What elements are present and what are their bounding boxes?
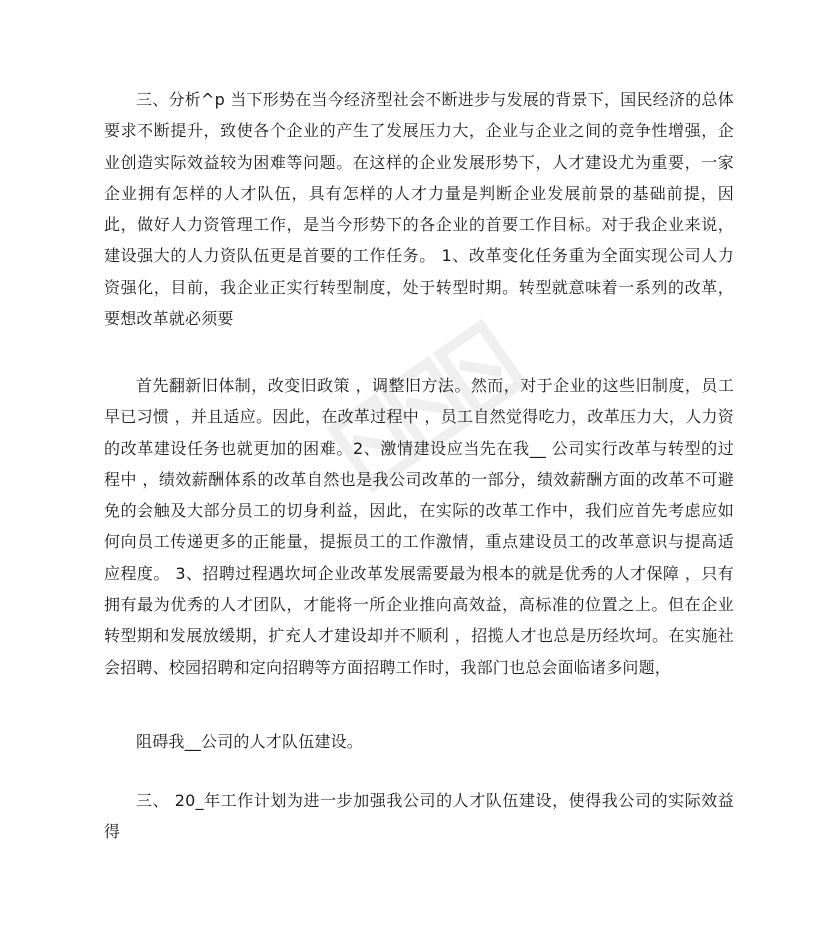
body-paragraph: 首先翻新旧体制，改变旧政策 ，调整旧方法。然而，对于企业的这些旧制度，员工早已习惯 ，并且适应。因此，在改革过程中 ，员工自然觉得吃力，改革压力大，人力资的改革建设任务也就更加的困难。2、激情建设应当先在我__ 公司实行改革与转型的过程中 ，绩效薪酬体系的改革自然也是我公司改革的一部分，绩效薪酬方面的改革不可避免的会触及大部分员工的切身利益，因此，在实际的改革工作中，我们应首先考虑应如何向员工传递更多的正能量，提振员工的工作激情，重点建设员工的改革意识与提高适应程度。 3、招聘过程遇坎坷企业改革发展需要最为根本的就是优秀的人才保障 ，只有拥有最为优秀的人才团队，才能将一所企业推向高效益，高标准的位置之上。但在企业转型期和发展放缓期，扩充人才建设却并不顺利 ，招揽人才也总是历经坎坷。在实施社会招聘、校园招聘和定向招聘等方面招聘工作时，我部门也总会面临诸多问题， [104,376,734,677]
body-paragraph: 三、分析^p 当下形势在当今经济型社会不断进步与发展的背景下，国民经济的总体要求不断提升，致使各个企业的产生了发展压力大，企业与企业之间的竞争性增强，企业创造实际效益较为困难等问题。在这样的企业发展形势下，人才建设尤为重要，一家企业拥有怎样的人才队伍，具有怎样的人才力量是判断企业发展前景的基础前提，因此，做好人力资管理工作，是当今形势下的各企业的首要工作目标。对于我企业来说，建设强大的人力资队伍更是首要的工作任务。 1、改革变化任务重为全面实现公司人力资强化，目前，我企业正实行转型制度，处于转型时期。转型就意味着一系列的改革，要想改革就必须要 [104,90,734,329]
body-paragraph: 三、 20_年工作计划为进一步加强我公司的人才队伍建设，使得我公司的实际效益得 [104,791,734,842]
body-paragraph: 阻碍我__公司的人才队伍建设。 [136,732,364,751]
